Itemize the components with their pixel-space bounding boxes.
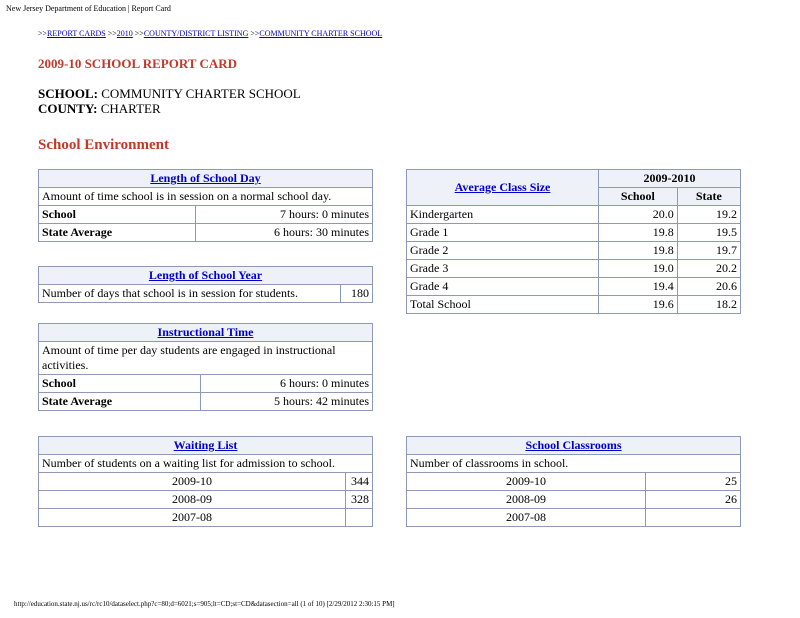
school-year-description: Number of days that school is in session for students. xyxy=(39,285,341,303)
grade-label: Grade 1 xyxy=(407,224,599,242)
classrooms-header xyxy=(407,437,741,455)
breadcrumb-link-report-cards[interactable]: REPORT CARDS xyxy=(47,29,106,38)
waiting-list-header xyxy=(39,437,373,455)
classrooms-description: Number of classrooms in school. xyxy=(407,455,741,473)
row-label: State Average xyxy=(39,224,196,242)
grade-label: Kindergarten xyxy=(407,206,599,224)
class-size-table xyxy=(406,169,741,314)
year-label: 2009-10 xyxy=(39,473,346,491)
school-value: 19.8 xyxy=(599,224,678,242)
county-label: COUNTY: xyxy=(38,101,98,116)
class-size-link[interactable]: Average Class Size xyxy=(454,180,551,194)
instructional-time-description: Amount of time per day students are engaged in instructional activities. xyxy=(39,342,373,375)
table-row xyxy=(407,491,741,509)
instructional-time-link[interactable]: Instructional Time xyxy=(157,325,254,339)
school-day-table xyxy=(38,169,373,242)
breadcrumb-separator: >> xyxy=(107,29,117,38)
school-info xyxy=(38,86,301,116)
table-row xyxy=(407,278,741,296)
table-row xyxy=(407,224,741,242)
row-label: School xyxy=(39,206,196,224)
class-size-year: 2009-2010 xyxy=(599,170,741,188)
breadcrumb-link-2010[interactable]: 2010 xyxy=(116,29,133,38)
year-label: 2008-09 xyxy=(39,491,346,509)
table-row xyxy=(407,206,741,224)
table-row xyxy=(39,285,373,303)
year-label: 2009-10 xyxy=(407,473,646,491)
instructional-time-table xyxy=(38,323,373,411)
school-value: 19.8 xyxy=(599,242,678,260)
row-value xyxy=(646,509,741,527)
school-year-value: 180 xyxy=(341,285,373,303)
instructional-time-header xyxy=(39,324,373,342)
state-value: 19.2 xyxy=(677,206,740,224)
breadcrumb-separator: >> xyxy=(134,29,144,38)
grade-label: Grade 4 xyxy=(407,278,599,296)
county-name: CHARTER xyxy=(100,101,161,116)
row-value: 6 hours: 30 minutes xyxy=(196,224,373,242)
school-day-link[interactable]: Length of School Day xyxy=(150,171,261,185)
school-year-table xyxy=(38,266,373,303)
row-value: 7 hours: 0 minutes xyxy=(196,206,373,224)
waiting-list-description: Number of students on a waiting list for admission to school. xyxy=(39,455,373,473)
school-value: 20.0 xyxy=(599,206,678,224)
table-row xyxy=(39,375,373,393)
breadcrumb-link-school[interactable]: COMMUNITY CHARTER SCHOOL xyxy=(259,29,383,38)
row-value: 25 xyxy=(646,473,741,491)
row-value xyxy=(346,509,373,527)
year-label: 2008-09 xyxy=(407,491,646,509)
table-row xyxy=(407,296,741,314)
class-size-header xyxy=(407,170,599,206)
col-state: State xyxy=(677,188,740,206)
school-year-header xyxy=(39,267,373,285)
grade-label: Grade 2 xyxy=(407,242,599,260)
waiting-list-link[interactable]: Waiting List xyxy=(173,438,238,452)
year-label: 2007-08 xyxy=(407,509,646,527)
col-school: School xyxy=(599,188,678,206)
classrooms-table xyxy=(406,436,741,527)
grade-label: Total School xyxy=(407,296,599,314)
school-day-header xyxy=(39,170,373,188)
school-year-link[interactable]: Length of School Year xyxy=(148,268,263,282)
breadcrumb-separator: >> xyxy=(38,29,48,38)
row-value: 6 hours: 0 minutes xyxy=(201,375,373,393)
table-row xyxy=(39,224,373,242)
row-value: 344 xyxy=(346,473,373,491)
table-row xyxy=(39,473,373,491)
school-name: COMMUNITY CHARTER SCHOOL xyxy=(101,86,301,101)
section-title: School Environment xyxy=(38,137,169,153)
school-label: SCHOOL: xyxy=(38,86,98,101)
row-label: State Average xyxy=(39,393,201,411)
footer-url: http://education.state.nj.us/rc/rc10/dataselect.php?c=80;d=6021;s=905;lt=CD;st=CD&datasection=all (1 of 10) [2/29/2012 2:30:15 PM] xyxy=(14,600,395,608)
state-value: 19.5 xyxy=(677,224,740,242)
row-value: 5 hours: 42 minutes xyxy=(201,393,373,411)
table-row xyxy=(39,206,373,224)
breadcrumb-link-county-district-listing[interactable]: COUNTY/DISTRICT LISTING xyxy=(143,29,249,38)
state-value: 20.6 xyxy=(677,278,740,296)
school-value: 19.4 xyxy=(599,278,678,296)
row-label: School xyxy=(39,375,201,393)
classrooms-link[interactable]: School Classrooms xyxy=(525,438,622,452)
school-value: 19.6 xyxy=(599,296,678,314)
report-title: 2009-10 SCHOOL REPORT CARD xyxy=(38,56,238,71)
table-row xyxy=(407,473,741,491)
waiting-list-table xyxy=(38,436,373,527)
state-value: 19.7 xyxy=(677,242,740,260)
school-day-description: Amount of time school is in session on a normal school day. xyxy=(39,188,373,206)
row-value: 328 xyxy=(346,491,373,509)
table-row xyxy=(407,509,741,527)
year-label: 2007-08 xyxy=(39,509,346,527)
window-title: New Jersey Department of Education | Report Card xyxy=(6,4,171,13)
table-row xyxy=(39,491,373,509)
table-row xyxy=(407,260,741,278)
row-value: 26 xyxy=(646,491,741,509)
table-row xyxy=(407,242,741,260)
state-value: 18.2 xyxy=(677,296,740,314)
breadcrumb xyxy=(38,29,382,38)
table-row xyxy=(39,509,373,527)
state-value: 20.2 xyxy=(677,260,740,278)
grade-label: Grade 3 xyxy=(407,260,599,278)
breadcrumb-separator: >> xyxy=(250,29,260,38)
table-row xyxy=(39,393,373,411)
school-value: 19.0 xyxy=(599,260,678,278)
